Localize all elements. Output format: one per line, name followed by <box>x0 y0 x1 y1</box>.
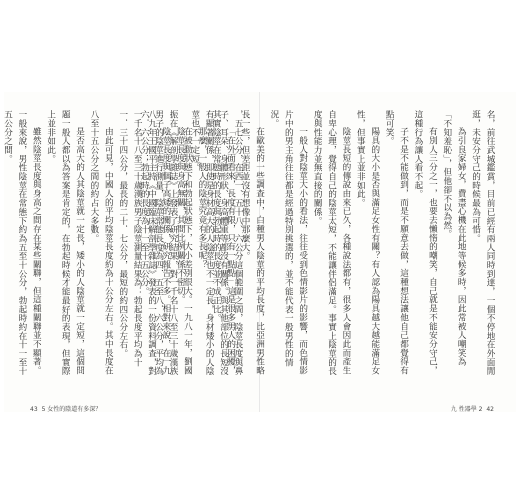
paragraph: 子不是不能做到，而是不願意去做，這種想法讓他自己都覺得有點可笑。 <box>384 110 409 375</box>
paragraph: 由此可見，中國人的平均陰莖長度約為十公分左右。其中長度在八至十五公分之間的約占大多數。 <box>88 110 114 375</box>
paragraph: 「在外面看來，長度有限，只有一點點」這是很多男人的困擾，其實陰莖在常態時的長度與勃起時的長度並不成正比。 <box>211 110 236 375</box>
paragraph: 是否高大的人其陰莖就一定長，矮小的人陰莖就一定短，這個問題一般人都以為答案是肯定的，在勃起時候才能最好的表現，但實際上並非如此。 <box>45 110 85 376</box>
paragraph: 為引良家婦女，費盡心機在此地等候多時，因此常被人嘲笑為「不知羞恥」，但他卻不以為然。 <box>441 110 467 367</box>
paragraph: ，五七公分，在西一、五十八、六公分這個範圍之間，陰莖長度與鼻子、耳朵、身體形狀、身高體重等都沒有關係。與其他部位的長短沒有顯著關係，即使是身材高大的人陰莖也不一定長，身材矮小的人陰莖也不一定短。 <box>189 110 243 376</box>
paragraph: 陰莖長度與身高無關，其間比例關係不密切。 <box>175 127 186 305</box>
paragraph: 陰莖長度與個子高矮的關係，研究報告不多。相對來說，在一九八九年王國平主持《中國臨床解剖學雜誌》發表的一份資料調查，對一千名十八至三十歲漢族男子陰莖測量結果為：勃起長度平均為十一．三十四公分，最長的二十．七公分，最短的約四公分左右。 <box>117 110 171 376</box>
paragraph: 那麼，一般人的陰莖究竟有多長呢？ <box>196 127 207 269</box>
paragraph: 在歐美的一些調查中，白種男人陰莖的平均長度，比亞洲男性略長一些，但差距並沒有想像中那麼大。 <box>240 110 265 375</box>
paragraph: 在被動狀態下和勃起狀態下，大小差別很大。一九八一年，劉國振在《解剖學雜誌》上發表了研究結果，對一千名十八至三十歲漢族男子的陰莖進行測量，陰莖常態長度為四．五至八．六公分，平均為六．六公分；勃起時的長度為十一至十五公分。 <box>139 110 193 376</box>
page-number: 42 <box>486 406 494 413</box>
paragraph: 雖然陰莖長度與身高之間存在某些關聯，但這種關聯並不顯著。一般來說，男性陰莖在常態下約為五至十公分，勃起時約在十一至十五公分之間。 <box>2 110 42 376</box>
page-number: 43 <box>30 406 38 413</box>
right-page-folio <box>451 404 496 413</box>
running-head: 5 女性的陰道有多深？ <box>41 406 102 413</box>
paragraph: 有別人三分之一，也要去懶惰的嘲笑，自己就是不能安分守己，這種行為讓人看不起。 <box>412 110 438 375</box>
left-page-folio <box>30 404 103 413</box>
running-head: 九 性器學 2 <box>450 406 483 413</box>
paragraph: 名，前往武城鑑賞，目前已經有兩人同時到達，一個不停地在外面閒逛，未安分守己的時候最為可惜。 <box>470 110 495 376</box>
paragraph: 陽具的大小是否與滿足女性有關？有人認為陽具越大越能滿足女性，但事實上並非如此。 <box>355 110 380 375</box>
paragraph: 一般人對陰莖大小的看法，往往受到色情影片的影響，而色情影片中的男主角往往都是經過特別挑選的，並不能代表一般男性的情況。 <box>268 110 308 375</box>
paragraph: 陰莖長短的傳說由來已久，各種說法都有，很多人會因此而產生自卑心理，覺得自己的陰莖太短，不能讓伴侶滿足。事實上陰莖的長度與性能力並無直接的關係。 <box>312 110 351 376</box>
